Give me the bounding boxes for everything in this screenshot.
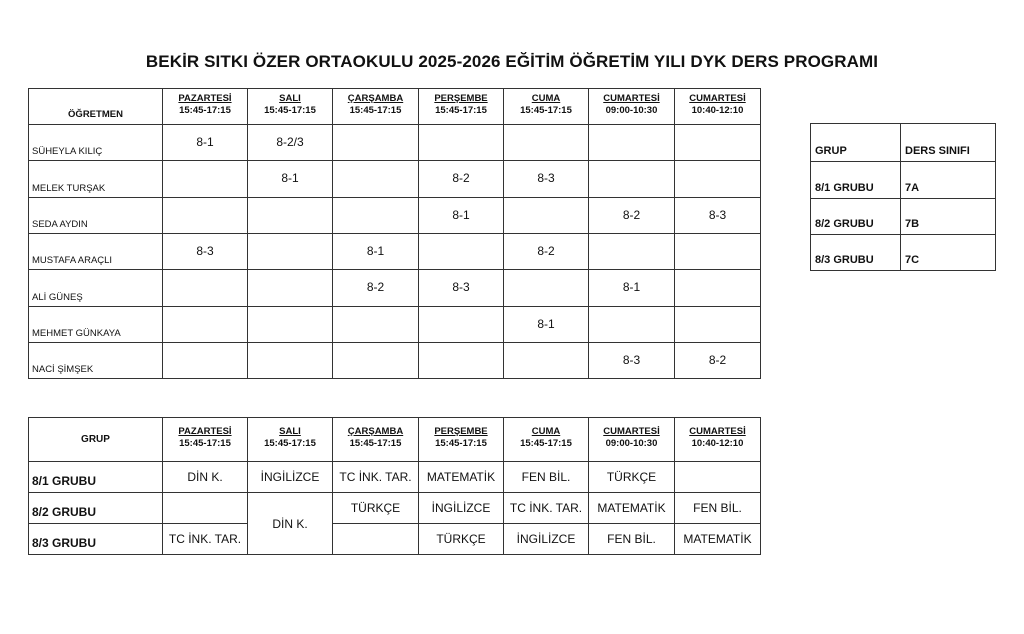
schedule-cell [675,270,761,307]
group-header: GRUP [811,124,901,162]
day-header: PERŞEMBE 15:45-17:15 [419,418,504,462]
schedule-cell: 8-2 [504,234,589,270]
teacher-name: ALİ GÜNEŞ [29,270,163,307]
table-row [29,307,761,343]
schedule-cell: 8-1 [333,234,419,270]
schedule-cell [163,307,248,343]
group-name: 8/3 GRUBU [29,524,163,555]
day-header: CUMARTESİ 10:40-12:10 [675,89,761,125]
schedule-cell: 8-3 [163,234,248,270]
schedule-cell: 8-2 [589,198,675,234]
schedule-cell [248,198,333,234]
schedule-cell [675,125,761,161]
class-room-table [810,123,996,271]
schedule-cell [504,198,589,234]
schedule-cell: 8-2 [675,343,761,379]
table-row [29,343,761,379]
group-name: 8/3 GRUBU [811,235,901,271]
table-row [811,162,996,199]
day-header: CUMA 15:45-17:15 [504,418,589,462]
teacher-name: MEHMET GÜNKAYA [29,307,163,343]
schedule-cell: 8-2 [333,270,419,307]
teacher-table-header-row [29,89,761,125]
schedule-cell [333,307,419,343]
subject-cell: MATEMATİK [675,524,761,555]
schedule-cell [504,270,589,307]
table-row [29,524,761,555]
table-row [29,125,761,161]
schedule-cell [163,343,248,379]
schedule-cell [589,125,675,161]
subject-cell: DİN K. [163,462,248,493]
teacher-column-header: ÖĞRETMEN [29,89,163,125]
schedule-cell: 8-1 [419,198,504,234]
day-header: CUMA 15:45-17:15 [504,89,589,125]
schedule-cell [333,161,419,198]
table-row [29,462,761,493]
table-row [811,199,996,235]
subject-cell: TÜRKÇE [419,524,504,555]
teacher-name: SÜHEYLA KILIÇ [29,125,163,161]
subject-cell: İNGİLİZCE [248,462,333,493]
page-title: BEKİR SITKI ÖZER ORTAOKULU 2025-2026 EĞİTİM ÖĞRETİM YILI DYK DERS PROGRAMI [145,52,879,71]
teacher-name: SEDA AYDIN [29,198,163,234]
group-name: 8/1 GRUBU [811,162,901,199]
day-header: PERŞEMBE 15:45-17:15 [419,89,504,125]
room-name: 7C [901,235,996,271]
group-name: 8/2 GRUBU [29,493,163,524]
schedule-cell [333,198,419,234]
schedule-cell: 8-1 [589,270,675,307]
table-row [29,234,761,270]
table-row [29,493,761,524]
day-header: CUMARTESİ 10:40-12:10 [675,418,761,462]
room-name: 7B [901,199,996,235]
subject-cell: İNGİLİZCE [419,493,504,524]
day-header: ÇARŞAMBA 15:45-17:15 [333,418,419,462]
schedule-cell [589,234,675,270]
group-name: 8/2 GRUBU [811,199,901,235]
day-header: CUMARTESİ 09:00-10:30 [589,418,675,462]
teacher-name: MELEK TURŞAK [29,161,163,198]
schedule-cell [248,343,333,379]
schedule-cell: 8-1 [163,125,248,161]
teacher-schedule-table [28,88,761,379]
subject-cell-merged: DİN K. [248,493,333,555]
day-header: ÇARŞAMBA 15:45-17:15 [333,89,419,125]
schedule-cell: 8-3 [504,161,589,198]
subject-cell: TC İNK. TAR. [504,493,589,524]
group-schedule-table [28,417,761,555]
schedule-cell: 8-2/3 [248,125,333,161]
table-row [29,161,761,198]
schedule-cell [419,343,504,379]
day-header: PAZARTESİ 15:45-17:15 [163,89,248,125]
schedule-cell: 8-3 [419,270,504,307]
group-name: 8/1 GRUBU [29,462,163,493]
schedule-cell [504,343,589,379]
subject-cell [163,493,248,524]
teacher-name: MUSTAFA ARAÇLI [29,234,163,270]
teacher-name: NACİ ŞİMŞEK [29,343,163,379]
subject-cell: FEN BİL. [675,493,761,524]
schedule-cell [163,270,248,307]
subject-cell: İNGİLİZCE [504,524,589,555]
schedule-cell [248,307,333,343]
subject-cell: FEN BİL. [504,462,589,493]
day-header: SALI 15:45-17:15 [248,89,333,125]
subject-cell: TÜRKÇE [589,462,675,493]
schedule-cell: 8-3 [589,343,675,379]
table-row [811,235,996,271]
room-name: 7A [901,162,996,199]
table-row [29,198,761,234]
schedule-cell [333,343,419,379]
subject-cell: TC İNK. TAR. [163,524,248,555]
schedule-cell [419,234,504,270]
subject-cell: MATEMATİK [589,493,675,524]
schedule-cell [419,125,504,161]
schedule-cell [248,270,333,307]
room-header: DERS SINIFI [901,124,996,162]
schedule-cell [675,307,761,343]
schedule-cell [419,307,504,343]
group-table-header-row [29,418,761,462]
schedule-cell [675,234,761,270]
class-table-header-row [811,124,996,162]
schedule-cell: 8-2 [419,161,504,198]
day-header: SALI 15:45-17:15 [248,418,333,462]
schedule-cell: 8-1 [504,307,589,343]
subject-cell: MATEMATİK [419,462,504,493]
schedule-cell: 8-3 [675,198,761,234]
subject-cell: TÜRKÇE [333,493,419,524]
schedule-cell [504,125,589,161]
table-row [29,270,761,307]
schedule-cell: 8-1 [248,161,333,198]
subject-cell [675,462,761,493]
schedule-cell [333,125,419,161]
schedule-cell [589,307,675,343]
subject-cell: TC İNK. TAR. [333,462,419,493]
schedule-cell [163,198,248,234]
schedule-cell [248,234,333,270]
subject-cell: FEN BİL. [589,524,675,555]
subject-cell [333,524,419,555]
day-header: CUMARTESİ 09:00-10:30 [589,89,675,125]
schedule-cell [675,161,761,198]
group-column-header: GRUP [29,418,163,462]
schedule-cell [163,161,248,198]
day-header: PAZARTESİ 15:45-17:15 [163,418,248,462]
schedule-cell [589,161,675,198]
